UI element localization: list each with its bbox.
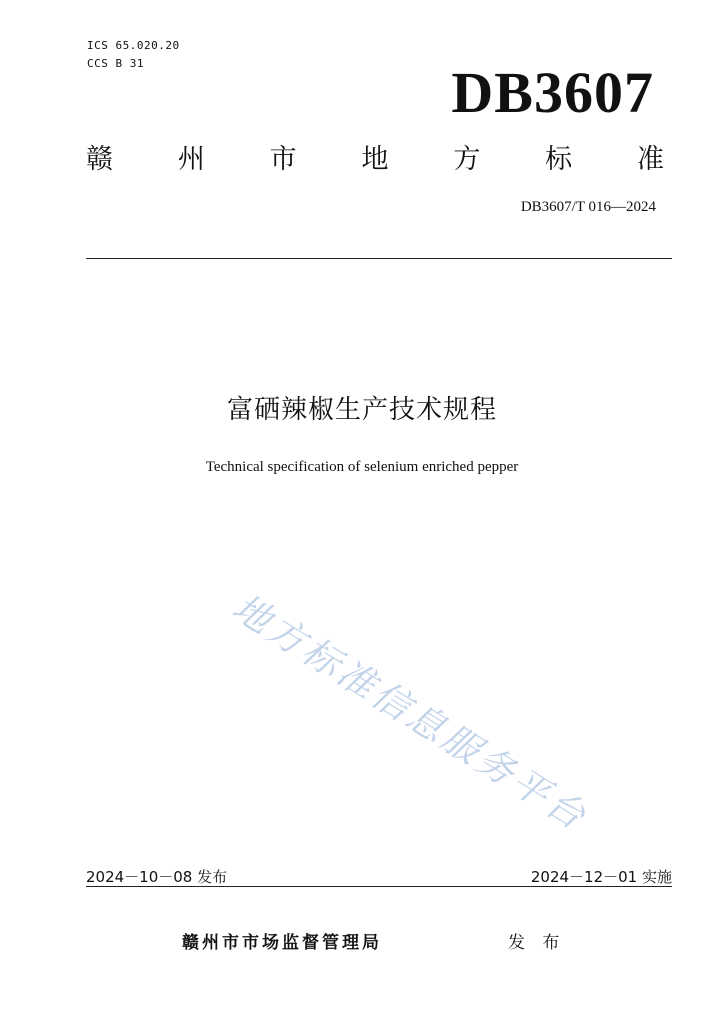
footer-divider: [86, 886, 672, 887]
issuing-authority: 赣州市市场监督管理局: [182, 933, 382, 953]
standard-type-char: 方: [453, 144, 481, 175]
issued-label: 发 布: [508, 933, 566, 953]
standard-code: DB3607: [451, 60, 654, 125]
ccs-code: CCS B 31: [87, 57, 144, 70]
standard-type: [86, 140, 664, 180]
document-title-chinese: 富硒辣椒生产技术规程: [226, 395, 497, 425]
implementation-date: 2024－12－01 实施: [530, 868, 672, 886]
document-title-english: Technical specification of selenium enriched pepper: [205, 459, 519, 475]
standard-type-char: 标: [545, 144, 573, 175]
issue-date: 2024－10－08 发布: [86, 868, 228, 886]
standard-type-char: 地: [361, 144, 389, 175]
standard-type-char: 州: [177, 144, 205, 175]
standard-type-char: 准: [636, 144, 664, 175]
standard-type-char: 市: [269, 144, 297, 175]
header-divider: [86, 258, 672, 259]
standard-number: DB3607/T 016—2024: [520, 199, 656, 215]
ics-code: ICS 65.020.20: [87, 39, 180, 52]
watermark: 地方标准信息服务平台: [225, 585, 596, 840]
standard-type-char: 赣: [86, 144, 113, 175]
